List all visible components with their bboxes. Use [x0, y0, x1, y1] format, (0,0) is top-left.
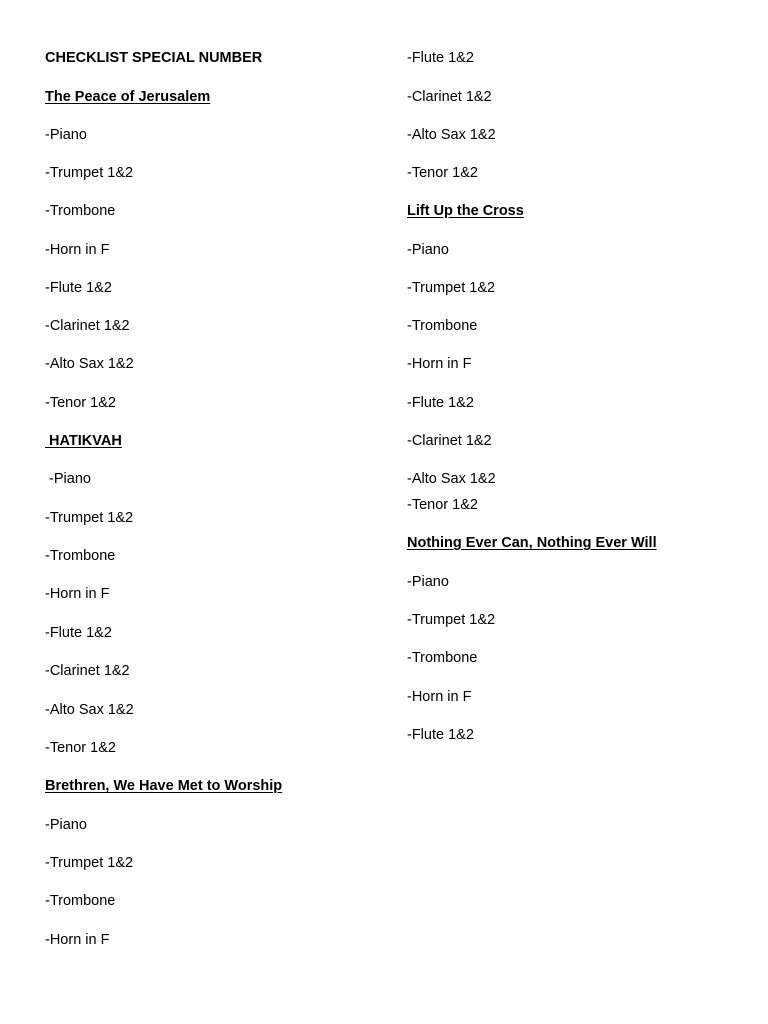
- checklist-item: -Tenor 1&2: [45, 395, 116, 411]
- checklist-item: -Piano: [45, 471, 91, 487]
- checklist-item: -Trumpet 1&2: [407, 280, 496, 296]
- checklist-item: -Trombone: [45, 203, 116, 219]
- section-heading: HATIKVAH: [45, 433, 122, 449]
- checklist-item: -Clarinet 1&2: [45, 318, 130, 334]
- checklist-item: -Tenor 1&2: [407, 165, 478, 181]
- checklist-item: -Flute 1&2: [45, 625, 112, 641]
- checklist-item: -Trombone: [407, 318, 478, 334]
- document-title: CHECKLIST SPECIAL NUMBER: [45, 50, 263, 66]
- checklist-item: -Trombone: [407, 650, 478, 666]
- checklist-item: -Alto Sax 1&2: [407, 127, 496, 143]
- checklist-item: -Horn in F: [45, 242, 110, 258]
- checklist-item: -Clarinet 1&2: [407, 433, 492, 449]
- checklist-item: -Trumpet 1&2: [45, 510, 134, 526]
- section-heading: Lift Up the Cross: [407, 203, 524, 219]
- checklist-item: -Flute 1&2: [407, 727, 474, 743]
- checklist-item: -Alto Sax 1&2: [407, 471, 496, 487]
- checklist-item: -Trumpet 1&2: [45, 855, 134, 871]
- checklist-item: -Piano: [45, 817, 87, 833]
- checklist-item: -Tenor 1&2: [45, 740, 116, 756]
- checklist-item: -Trombone: [45, 893, 116, 909]
- checklist-item: -Piano: [407, 574, 449, 590]
- checklist-item: -Piano: [407, 242, 449, 258]
- checklist-item: -Tenor 1&2: [407, 497, 478, 513]
- checklist-item: -Trombone: [45, 548, 116, 564]
- checklist-item: -Horn in F: [45, 932, 110, 948]
- checklist-item: -Clarinet 1&2: [407, 89, 492, 105]
- checklist-item: -Clarinet 1&2: [45, 663, 130, 679]
- checklist-item: -Horn in F: [407, 356, 472, 372]
- checklist-item: -Alto Sax 1&2: [45, 702, 134, 718]
- checklist-item: -Flute 1&2: [407, 50, 474, 66]
- checklist-item: -Piano: [45, 127, 87, 143]
- checklist-item: -Alto Sax 1&2: [45, 356, 134, 372]
- section-heading: Nothing Ever Can, Nothing Ever Will: [407, 535, 657, 551]
- checklist-item: -Trumpet 1&2: [45, 165, 134, 181]
- checklist-item: -Horn in F: [407, 689, 472, 705]
- checklist-item: -Trumpet 1&2: [407, 612, 496, 628]
- section-heading: Brethren, We Have Met to Worship: [45, 778, 283, 794]
- checklist-item: -Flute 1&2: [45, 280, 112, 296]
- checklist-item: -Flute 1&2: [407, 395, 474, 411]
- section-heading: The Peace of Jerusalem: [45, 89, 211, 105]
- checklist-item: -Horn in F: [45, 586, 110, 602]
